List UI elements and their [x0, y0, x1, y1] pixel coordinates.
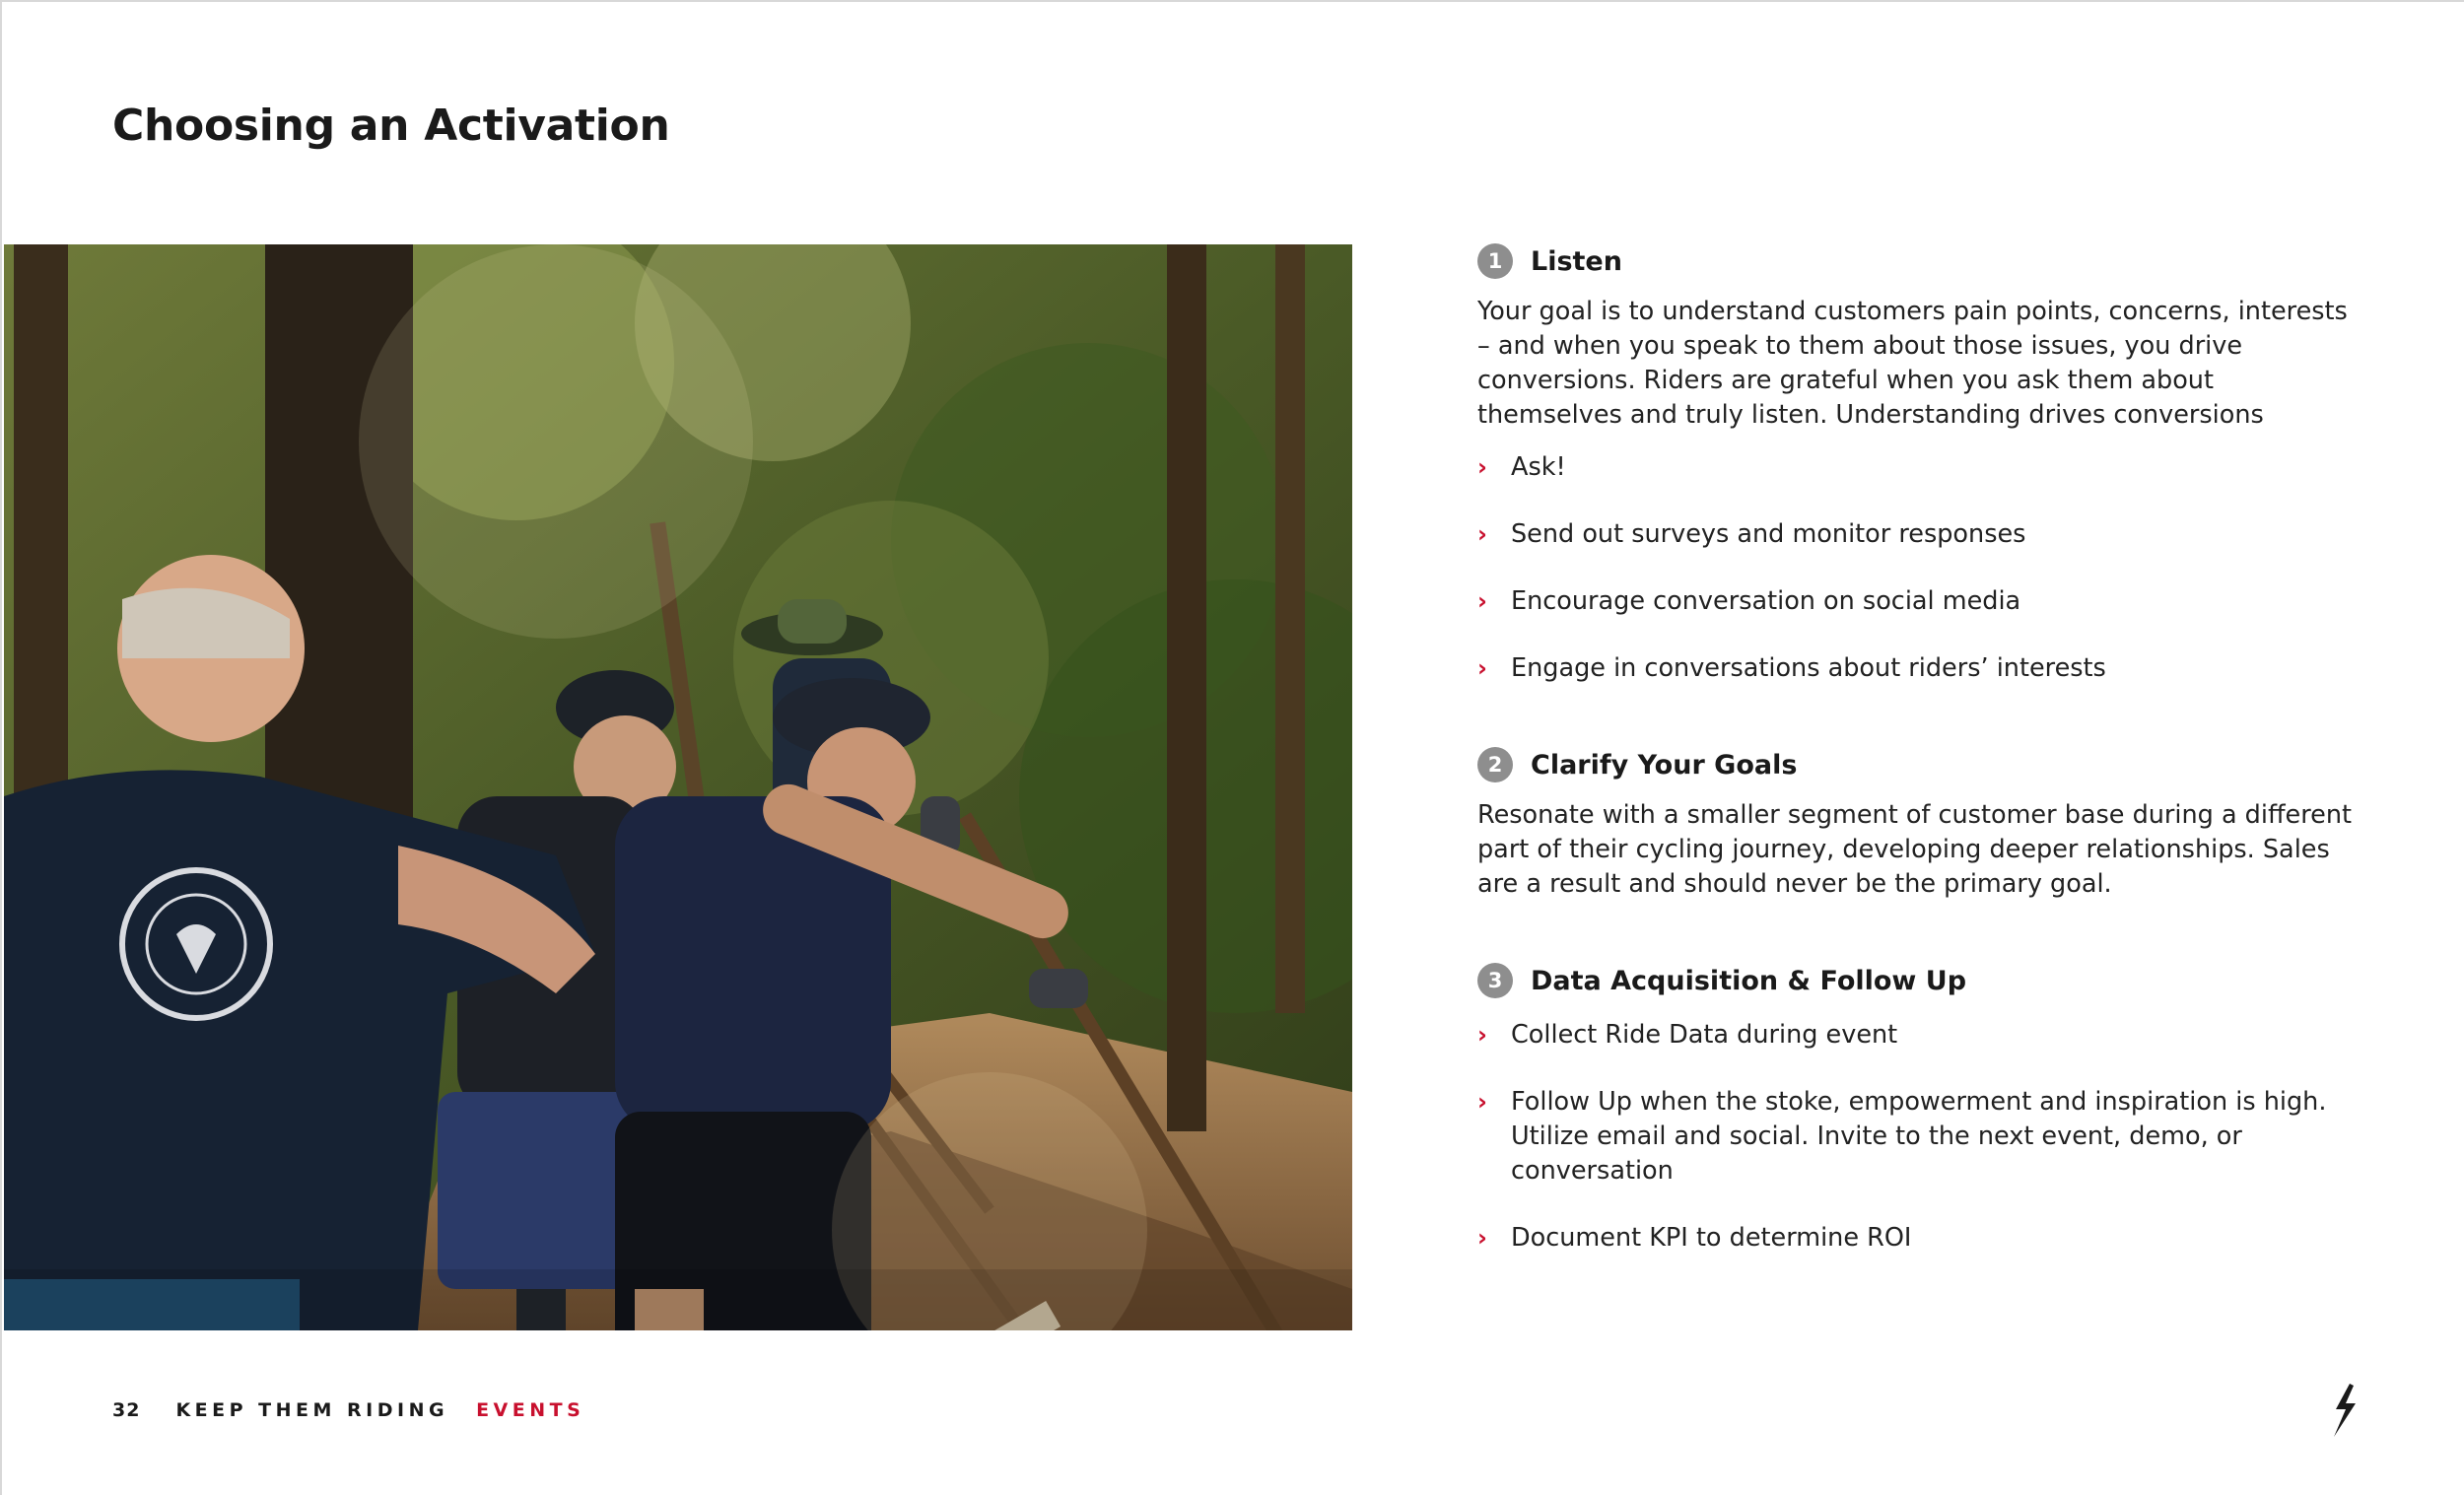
bullet-list: [1477, 1018, 2364, 1256]
footer-chapter-label: EVENTS: [476, 1399, 585, 1421]
list-item: [1477, 1018, 2364, 1053]
section-heading: [1477, 745, 2364, 784]
chevron-right-icon: ›: [1477, 1224, 1487, 1252]
step-number-badge: 2: [1477, 747, 1513, 782]
photo-illustration: [4, 244, 1352, 1330]
chevron-right-icon: ›: [1477, 520, 1487, 548]
list-item-text: Ask!: [1511, 452, 1566, 482]
section-title: Listen: [1531, 245, 1622, 277]
list-item-text: Send out surveys and monitor responses: [1511, 519, 2026, 549]
chevron-right-icon: ›: [1477, 1021, 1487, 1049]
chevron-right-icon: ›: [1477, 654, 1487, 682]
section-clarify-goals: [1477, 745, 2364, 902]
section-listen: [1477, 241, 2364, 686]
section-title: Data Acquisition & Follow Up: [1531, 965, 1967, 996]
list-item: [1477, 651, 2364, 686]
list-item: [1477, 517, 2364, 552]
step-number-badge: 1: [1477, 243, 1513, 279]
chevron-right-icon: ›: [1477, 453, 1487, 481]
chevron-right-icon: ›: [1477, 587, 1487, 615]
list-item: [1477, 584, 2364, 619]
section-data-acquisition: [1477, 961, 2364, 1256]
page-title: Choosing an Activation: [112, 101, 670, 151]
chevron-right-icon: ›: [1477, 1088, 1487, 1116]
trail-building-photo: [4, 244, 1352, 1330]
bullet-list: [1477, 450, 2364, 686]
specialized-s-logo: [2330, 1382, 2360, 1439]
step-number-badge: 3: [1477, 963, 1513, 998]
page-number: 32: [112, 1399, 141, 1421]
activation-steps: [1477, 241, 2364, 1256]
section-heading: [1477, 241, 2364, 281]
list-item-text: Engage in conversations about riders’ interests: [1511, 653, 2106, 683]
list-item-text: Document KPI to determine ROI: [1511, 1223, 1912, 1253]
section-paragraph: Resonate with a smaller segment of customer base during a different part of their cycling journey, developing deeper relationships. Sales are a result and should never be the primary goal.: [1477, 800, 2352, 899]
list-item: [1477, 450, 2364, 485]
section-paragraph: Your goal is to understand customers pain points, concerns, interests – and when you speak to them about those issues, you drive conversions. Riders are grateful when you ask them about themselves and truly listen. Understanding drives conversions: [1477, 297, 2348, 430]
list-item-text: Follow Up when the stoke, empowerment and inspiration is high. Utilize email and social. Invite to the next event, demo, or conversation: [1511, 1087, 2327, 1186]
section-heading: [1477, 961, 2364, 1000]
section-title: Clarify Your Goals: [1531, 749, 1798, 781]
list-item-text: Encourage conversation on social media: [1511, 586, 2021, 616]
list-item: [1477, 1221, 2364, 1256]
page-footer: [112, 1399, 584, 1421]
list-item-text: Collect Ride Data during event: [1511, 1020, 1898, 1050]
footer-section-label: KEEP THEM RIDING: [175, 1399, 449, 1421]
list-item: [1477, 1085, 2364, 1189]
